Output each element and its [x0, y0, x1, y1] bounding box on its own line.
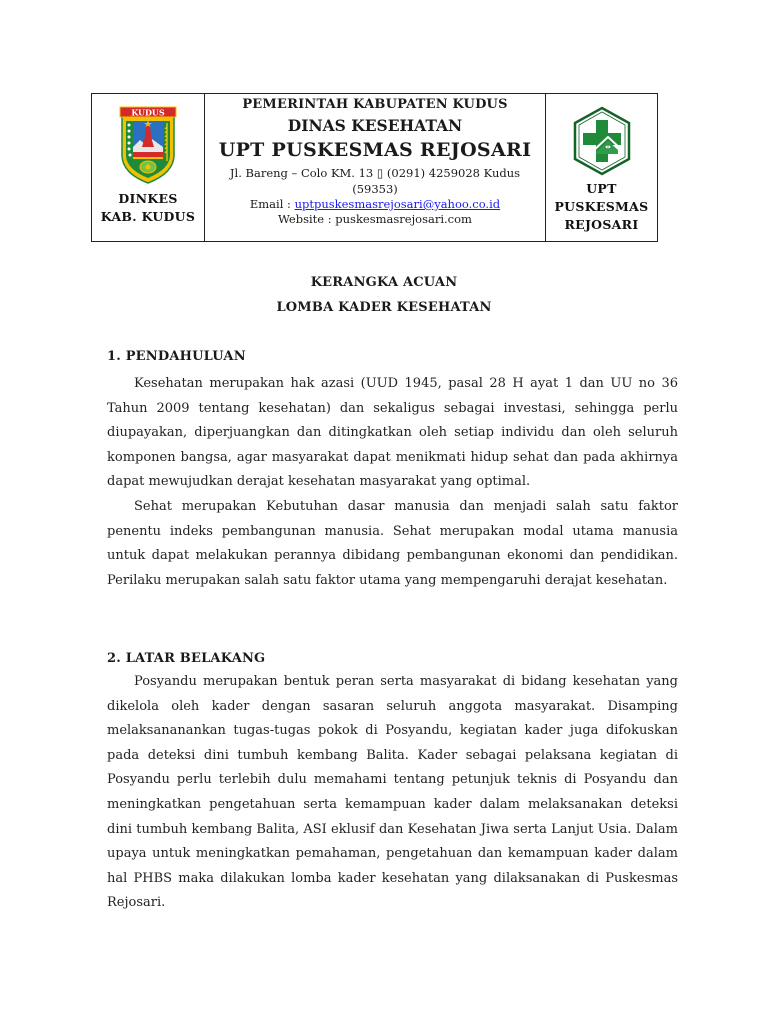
section-heading-pendahuluan: 1. PENDAHULUAN [107, 349, 246, 364]
caption-line-rejosari: REJOSARI [564, 217, 639, 232]
email-link[interactable]: uptpuskesmasrejosari@yahoo.co.id [294, 197, 501, 211]
caption-line-dinkes: DINKES [118, 191, 178, 206]
email-line [205, 197, 545, 212]
caption-line-puskesmas: PUSKESMAS [554, 199, 649, 214]
letterhead-right-cell [546, 94, 657, 241]
document-title: KERANGKA ACUAN [310, 275, 458, 290]
kudus-coat-of-arms-icon [116, 103, 180, 185]
department-name: DINAS KESEHATAN [287, 116, 463, 135]
caption-line-upt: UPT [586, 181, 617, 196]
email-label: Email : [249, 197, 295, 211]
paragraph-pendahuluan-2: Sehat merupakan Kebutuhan dasar manusia dan menjadi salah satu faktor penentu indeks pembangunan manusia. Sehat merupakan modal utama manusia untuk dapat melakukan perannya dibidang pembangunan ekonomi dan pendidikan. Perilaku merupakan salah satu faktor utama yang mempengaruhi derajat kesehatan. [107, 499, 678, 588]
left-logo-caption [101, 190, 195, 226]
paragraph-pendahuluan-1: Kesehatan merupakan hak azasi (UUD 1945, pasal 28 H ayat 1 dan UU no 36 Tahun 2009 tentang kesehatan) dan sekaligus sebagai investasi, sehingga perlu diupayakan, diperjuangkan dan ditingkatkan oleh setiap individu dan oleh seluruh komponen bangsa, agar masyarakat dapat menikmati hidup sehat dan pada akhirnya dapat mewujudkan derajat kesehatan masyarakat yang optimal. [107, 376, 678, 490]
caption-line-kab-kudus: KAB. KUDUS [100, 209, 196, 224]
section-heading-latar-belakang: 2. LATAR BELAKANG [107, 651, 266, 666]
paragraph-latar-belakang-1: Posyandu merupakan bentuk peran serta masyarakat di bidang kesehatan yang dikelola oleh kader dengan sasaran seluruh anggota masyarakat. Disamping melaksananankan tugas-tugas pokok di Posyandu, kegiatan kader juga difokuskan pada deteksi dini tumbuh kembang Balita. Kader sebagai pelaksana kegiatan di Posyandu perlu terlebih dulu memahami tentang petunjuk teknis di Posyandu dan meningkatkan pengetahuan serta kemampuan kader dalam melaksanakan deteksi dini tumbuh kembang Balita, ASI eklusif dan Kesehatan Jiwa serta Lanjut Usia. Dalam upaya untuk meningkatkan pemahaman, pengetahuan dan kemampuan kader dalam hal PHBS maka dilakukan lomba kader kesehatan yang dilaksanakan di Puskesmas Rejosari. [107, 674, 678, 911]
document-subtitle: LOMBA KADER KESEHATAN [276, 300, 492, 315]
letterhead-center-cell [205, 94, 546, 241]
letterhead-left-cell [92, 94, 205, 241]
right-logo-caption [554, 180, 648, 234]
letterhead-table [91, 93, 658, 242]
institution-name: UPT PUSKESMAS REJOSARI [218, 139, 532, 161]
kudus-banner-text: KUDUS [131, 107, 165, 118]
government-name: PEMERINTAH KABUPATEN KUDUS [242, 97, 508, 112]
address-line: Jl. Bareng – Colo KM. 13 ▯ (0291) 4259028 Kudus (59353) [229, 166, 521, 196]
website-line: Website : puskesmasrejosari.com [278, 212, 472, 226]
puskesmas-logo-icon [572, 106, 632, 176]
